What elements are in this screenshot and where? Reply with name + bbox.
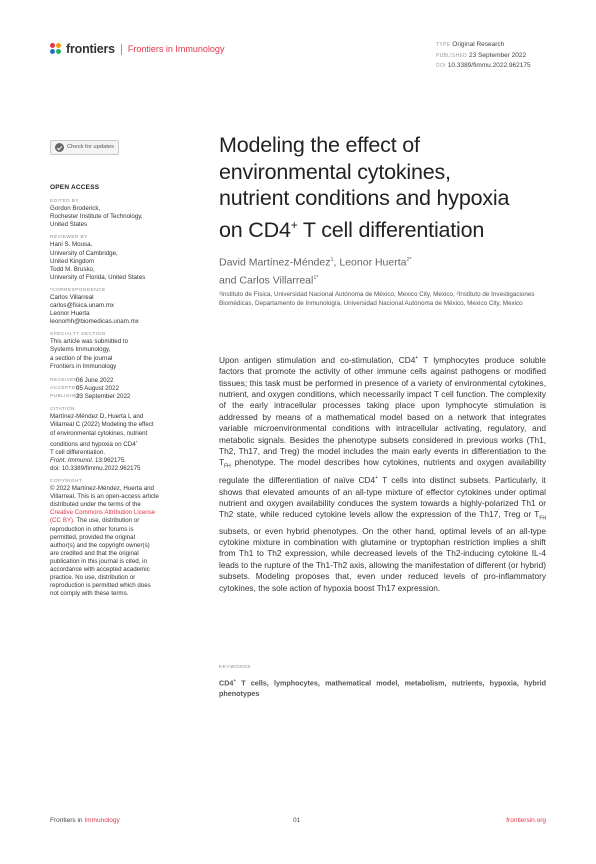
citation-doi[interactable]: doi: 10.3389/fimmu.2022.962175: [50, 464, 141, 472]
page-header: [50, 40, 546, 72]
edited-by: Gordon Broderick, Rochester Institute of Technology, United States: [50, 205, 143, 229]
copyright-label: COPYRIGHT: [50, 479, 83, 485]
citation: Martínez-Méndez D, Huerta L and Villarreal C (2022) Modeling the effect of environmental cytokines, nutrient conditions and hypoxia on CD4+ T cell differentiation. Front. Immunol. 13:962175. doi: 10.3389/fimmu.2022.962175: [50, 413, 200, 473]
dates: RECEIVED 06 June 2022 ACCEPTED 05 August 2022 PUBLISHED 23 September 2022: [50, 376, 131, 401]
doi-link[interactable]: 10.3389/fimmu.2022.962175: [447, 62, 531, 69]
published-date-sidebar: 23 September 2022: [76, 393, 131, 401]
footer-site-link[interactable]: frontiersin.org: [506, 817, 546, 824]
open-access-label: OPEN ACCESS: [50, 184, 100, 191]
specialty-section-label: SPECIALTY SECTION: [50, 332, 106, 338]
journal-name[interactable]: Frontiers in Immunology: [127, 44, 225, 54]
citation-label: CITATION: [50, 407, 75, 413]
logo-wordmark: frontiers: [66, 42, 115, 56]
cc-license-link[interactable]: Creative Commons Attribution License: [50, 509, 156, 517]
keywords-label: KEYWORDS: [219, 665, 251, 670]
author-huerta[interactable]: , Leonor Huerta: [333, 256, 407, 269]
abstract: Upon antigen stimulation and co-stimulation, CD4+ T lymphocytes produce soluble factors that promote the activity of other immune cells against pathogens or modified tissues; this task must be performed in presence of a variety of environmental cytokines, nutrient, and oxygen conditions, which necessarily impact T cell function. The complexity of the early intracellular processes taking place upon lymphocyte stimulation is addressed by means of a mathematical model based on a network that integrates variable microenvironmental conditions with intracellular activating, regulatory, and metabolic signals. Besides the phenotype subsets considered in previous works (Th1, Th2, Th17, and Treg) the model includes the main early events in differentiation to the $T_{FH}$ phenotype. The model describes how cytokines, nutrients and oxygen availability regulate the differentiation of naïve CD4+ T cells into distinct subsets. Particularly, it shows that elevated amounts of an all-type mixture of effector cytokines under optimal nutrient and oxygen availability conduces the system towards a highly-polarized Th1 or Th2 state, while reduced cytokine levels allow the expression of the Th17, Treg or $T_{FH}$ subsets, or even hybrid phenotypes. On the other hand, optimal levels of an all-type cytokine mixture in combination with glutamine or tryptophan restriction implies a shift from Th1 to Th2 expression, while decreased levels of the Th2-inducing cytokine IL-4 leads to the rupture of the Th1-Th2 axis, allowing the manifestation of different (or hybrid) subsets. Modeling proposes that, even under reduced levels of pro-inflammatory cytokines, the sole action of hypoxia boost Th17 expression.: [219, 354, 546, 593]
affiliations: ¹Instituto de Física, Universidad Nacional Autónoma de México, Mexico City, Mexico, ²Instituto de Investigaciones Biomédicas, Departamento de Inmunología, Universidad Nacional Autónoma de México, Mexico City, Mexico: [219, 291, 535, 307]
correspondence: Carlos Villarreal carlos@fisica.unam.mx Leonor Huerta leonorhh@biomedicas.unam.mx: [50, 294, 200, 326]
received-date: 06 June 2022: [76, 376, 114, 384]
author-martinez-mendez[interactable]: David Martínez-Méndez: [219, 256, 331, 269]
reviewed-by: Hani S. Mousa, University of Cambridge, United Kingdom Todd M. Brusko, University of Florida, United States: [50, 241, 146, 281]
footer-journal: Frontiers in Immunology: [50, 817, 120, 824]
keywords: CD4+ T cells, lymphocytes, mathematical model, metabolism, nutrients, hypoxia, hybrid phenotypes: [219, 678, 546, 698]
email-link-huerta[interactable]: leonorhh@biomedicas.unam.mx: [50, 318, 139, 326]
cc-by-link[interactable]: (CC BY).: [50, 517, 75, 525]
accepted-date: 05 August 2022: [76, 384, 120, 392]
check-for-updates-button[interactable]: Check for updates: [50, 140, 119, 155]
correspondence-label: *CORRESPONDENCE: [50, 287, 106, 293]
article-meta: TYPE Original Research PUBLISHED 23 September 2022 DOI 10.3389/fimmu.2022.962175: [436, 41, 531, 69]
author-villarreal[interactable]: and Carlos Villarreal: [219, 274, 314, 286]
check-update-icon: [55, 143, 64, 152]
article-sidebar: [50, 140, 200, 598]
reviewed-by-label: REVIEWED BY: [50, 235, 88, 241]
logo-divider: [121, 44, 122, 55]
article-title: Modeling the effect of environmental cytokines, nutrient conditions and hypoxia on CD4+ T cell differentiation: [219, 133, 510, 242]
page-number: 01: [293, 817, 301, 824]
edited-by-label: EDITED BY: [50, 199, 79, 205]
frontiers-logo-icon: [50, 43, 62, 55]
specialty-section: This article was submitted to Systems Immunology, a section of the journal Frontiers in Immunology: [50, 338, 129, 370]
email-link-villarreal[interactable]: carlos@fisica.unam.mx: [50, 302, 115, 310]
copyright-text: © 2022 Martínez-Méndez, Huerta and Villarreal. This is an open-access article distributed under the terms of the Creative Commons Attribution License (CC BY). The use, distribution or reproduction in other forums is permitted, provided the original author(s) and the copyright owner(s) are credited and that the original publication in this journal is cited, in accordance with accepted academic practice. No use, distribution or reproduction is permitted which does not comply with these terms.: [50, 485, 200, 598]
author-list: David Martínez-Méndez$^1$, Leonor Huerta$^{2*}$ and Carlos Villarreal$^{1*}$: [219, 256, 412, 286]
article-type: Original Research: [452, 41, 505, 48]
frontiers-logo[interactable]: [50, 42, 224, 56]
published-date: 23 September 2022: [469, 51, 527, 59]
